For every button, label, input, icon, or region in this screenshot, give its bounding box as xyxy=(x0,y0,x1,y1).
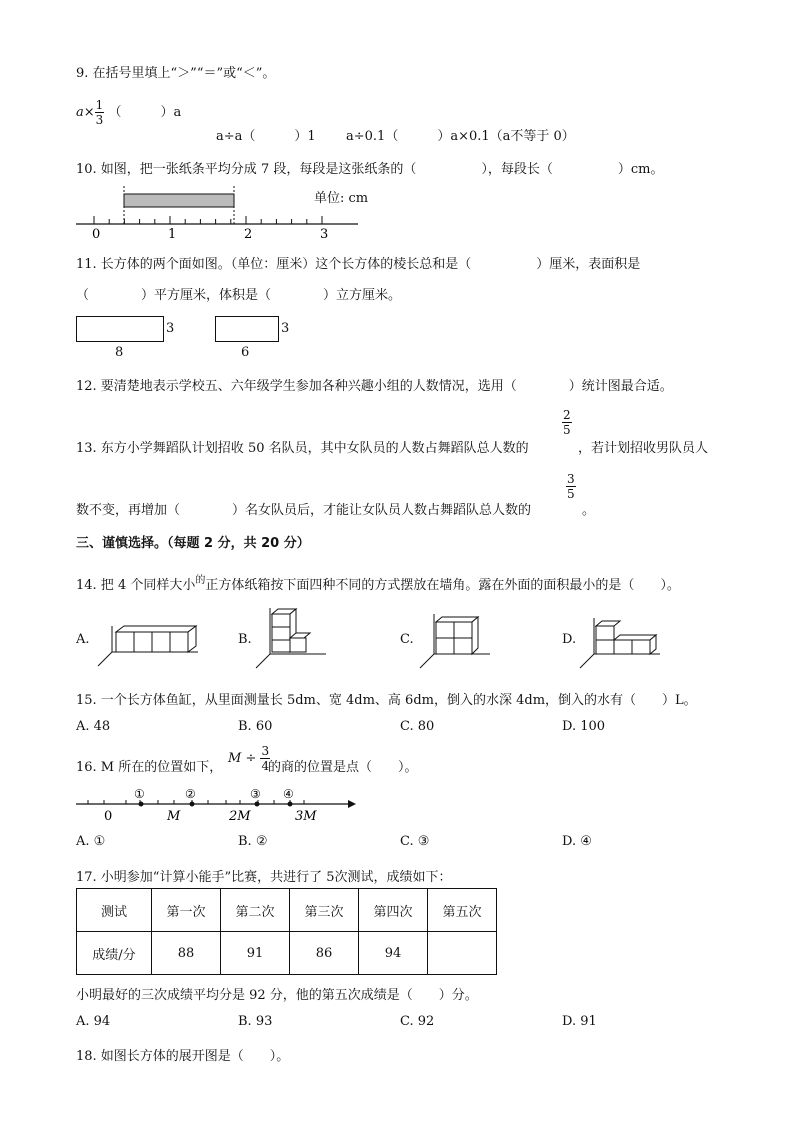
q11-rect-face-1 xyxy=(76,316,164,342)
q9-item2[interactable]: a÷a（ ）1 xyxy=(216,129,316,144)
q9-blank1[interactable]: （ ）a xyxy=(108,105,182,120)
table-header-row xyxy=(77,889,497,932)
q13-frac1-num: 2 xyxy=(563,408,571,422)
q10-tick-label-0: 0 xyxy=(92,227,101,242)
q9-frac-den: 3 xyxy=(95,113,104,127)
q15-text: 15. 一个长方体鱼缸，从里面测量长 5dm、宽 4dm、高 6dm，倒入的水深 4dm，倒入的水有（ ）L。 xyxy=(76,693,697,708)
q13-frac1-den: 5 xyxy=(563,423,571,437)
q16-expr-m: M ÷ xyxy=(228,751,257,766)
table-cell: 91 xyxy=(221,932,290,975)
q16-option-c[interactable]: C. ③ xyxy=(400,834,430,849)
q13-line1-end: ，若计划招收男队员人 xyxy=(578,441,709,456)
q14-option-b[interactable]: B. xyxy=(238,632,252,647)
q11-rect1-width: 8 xyxy=(115,345,124,360)
q16-text-a: 16. M 所在的位置如下， xyxy=(76,760,223,775)
q9-frac-num: 1 xyxy=(95,98,104,112)
q13-frac2-den: 5 xyxy=(567,487,575,501)
q13-line2: 数不变，再增加（ ）名女队员后，才能让女队员人数占舞蹈队总人数的 xyxy=(76,503,532,518)
q13-fraction-1 xyxy=(562,408,572,437)
q13-line2-end: 。 xyxy=(582,503,596,518)
table-cell: 88 xyxy=(152,932,221,975)
q17-option-c[interactable]: C. 92 xyxy=(400,1014,435,1029)
q11-line1: 11. 长方体的两个面如图。（单位：厘米）这个长方体的棱长总和是（ ）厘米，表面积是 xyxy=(76,257,641,272)
q14-option-d[interactable]: D. xyxy=(562,632,577,647)
q15-option-c[interactable]: C. 80 xyxy=(400,719,435,734)
q17-option-a[interactable]: A. 94 xyxy=(76,1014,111,1029)
table-header-cell: 第四次 xyxy=(359,889,428,932)
table-header-cell: 第一次 xyxy=(152,889,221,932)
q10-tick-label-3: 3 xyxy=(320,227,329,242)
q9-fraction xyxy=(95,98,105,127)
q16-point-2 xyxy=(190,802,195,807)
q16-option-a[interactable]: A. ① xyxy=(76,834,106,849)
q16-point-1 xyxy=(139,802,144,807)
q11-line2: （ ）平方厘米，体积是（ ）立方厘米。 xyxy=(76,288,402,303)
q13-line1 xyxy=(76,437,529,456)
q10-paper-strip xyxy=(124,194,234,207)
q16-frac-num: 3 xyxy=(261,744,270,758)
table-header-cell: 测试 xyxy=(77,889,152,932)
q10-ticks xyxy=(94,216,322,224)
table-cell-blank[interactable] xyxy=(428,932,497,975)
q9-expr-a: a× xyxy=(76,105,95,120)
q13-line1-text: 13. 东方小学舞蹈队计划招收 50 名队员，其中女队员的人数占舞蹈队总人数的 xyxy=(76,441,529,456)
q16-point-label-3: ③ xyxy=(250,787,261,801)
table-header-cell: 第二次 xyxy=(221,889,290,932)
q16-axis-label-2m: 2M xyxy=(229,809,251,824)
section3-title: 三、谨慎选择。（每题 2 分，共 20 分） xyxy=(76,536,310,551)
q15-option-b[interactable]: B. 60 xyxy=(238,719,273,734)
q16-point-label-4: ④ xyxy=(283,787,294,801)
q11-rect1-height: 3 xyxy=(166,321,175,336)
q16-option-d[interactable]: D. ④ xyxy=(562,834,592,849)
q14-figure-a xyxy=(98,620,208,670)
q14-text-sup: 的 xyxy=(195,575,206,586)
q16-point-4 xyxy=(288,802,293,807)
q16-option-b[interactable]: B. ② xyxy=(238,834,268,849)
q10-text: 10. 如图，把一张纸条平均分成 7 段，每段是这张纸条的（ ），每段长（ ）cm。 xyxy=(76,162,664,177)
q18-text: 18. 如图长方体的展开图是（ ）。 xyxy=(76,1049,290,1064)
q10-tick-label-2: 2 xyxy=(244,227,253,242)
q16-axis-label-0: 0 xyxy=(104,809,113,824)
q9-items xyxy=(76,98,181,127)
q14-figure-b xyxy=(256,606,336,670)
q10-unit: 单位: cm xyxy=(314,191,369,206)
q16-expr xyxy=(228,744,270,773)
q14-text-b: 正方体纸箱按下面四种不同的方式摆放在墙角。露在外面的面积最小的是（ ）。 xyxy=(205,578,680,593)
q14-option-c[interactable]: C. xyxy=(400,632,414,647)
q16-point-3 xyxy=(255,802,260,807)
q16-frac-den: 4 xyxy=(261,759,270,773)
q14-text xyxy=(76,571,680,593)
q11-rect2-width: 6 xyxy=(241,345,250,360)
q9-item3[interactable]: a÷0.1（ ）a×0.1（a不等于 0） xyxy=(346,129,575,144)
q15-option-a[interactable]: A. 48 xyxy=(76,719,111,734)
q17-score-table xyxy=(76,888,497,975)
table-cell: 成绩/分 xyxy=(77,932,152,975)
table-cell: 86 xyxy=(290,932,359,975)
q11-rect2-height: 3 xyxy=(281,321,290,336)
q14-figure-c xyxy=(420,612,500,670)
q16-axis-label-m: M xyxy=(167,809,181,824)
q14-figure-d xyxy=(580,616,670,670)
q13-fraction-2 xyxy=(566,472,576,501)
table-row xyxy=(77,932,497,975)
q10-tick-label-1: 1 xyxy=(168,227,177,242)
q16-axis-label-3m: 3M xyxy=(295,809,317,824)
q17-after: 小明最好的三次成绩平均分是 92 分，他的第五次成绩是（ ）分。 xyxy=(76,988,478,1003)
q15-option-d[interactable]: D. 100 xyxy=(562,719,606,734)
q17-text: 17. 小明参加“计算小能手”比赛，共进行了 5次测试，成绩如下： xyxy=(76,870,452,885)
q13-frac2-num: 3 xyxy=(567,472,575,486)
q16-point-label-2: ② xyxy=(185,787,196,801)
q16-text-b: 的商的位置是点（ ）。 xyxy=(268,760,418,775)
q16-text xyxy=(76,756,222,775)
table-cell: 94 xyxy=(359,932,428,975)
q14-option-a[interactable]: A. xyxy=(76,632,90,647)
table-header-cell: 第三次 xyxy=(290,889,359,932)
q17-option-b[interactable]: B. 93 xyxy=(238,1014,273,1029)
q16-number-line xyxy=(76,784,356,824)
q9-text: 9. 在括号里填上“＞”“＝”或“＜”。 xyxy=(76,66,276,81)
q17-option-d[interactable]: D. 91 xyxy=(562,1014,597,1029)
q12-text: 12. 要清楚地表示学校五、六年级学生参加各种兴趣小组的人数情况，选用（ ）统计图最合适。 xyxy=(76,379,673,394)
table-header-cell: 第五次 xyxy=(428,889,497,932)
q14-text-a: 14. 把 4 个同样大小 xyxy=(76,578,196,593)
q11-rect-face-2 xyxy=(215,316,279,342)
q16-point-label-1: ① xyxy=(134,787,145,801)
